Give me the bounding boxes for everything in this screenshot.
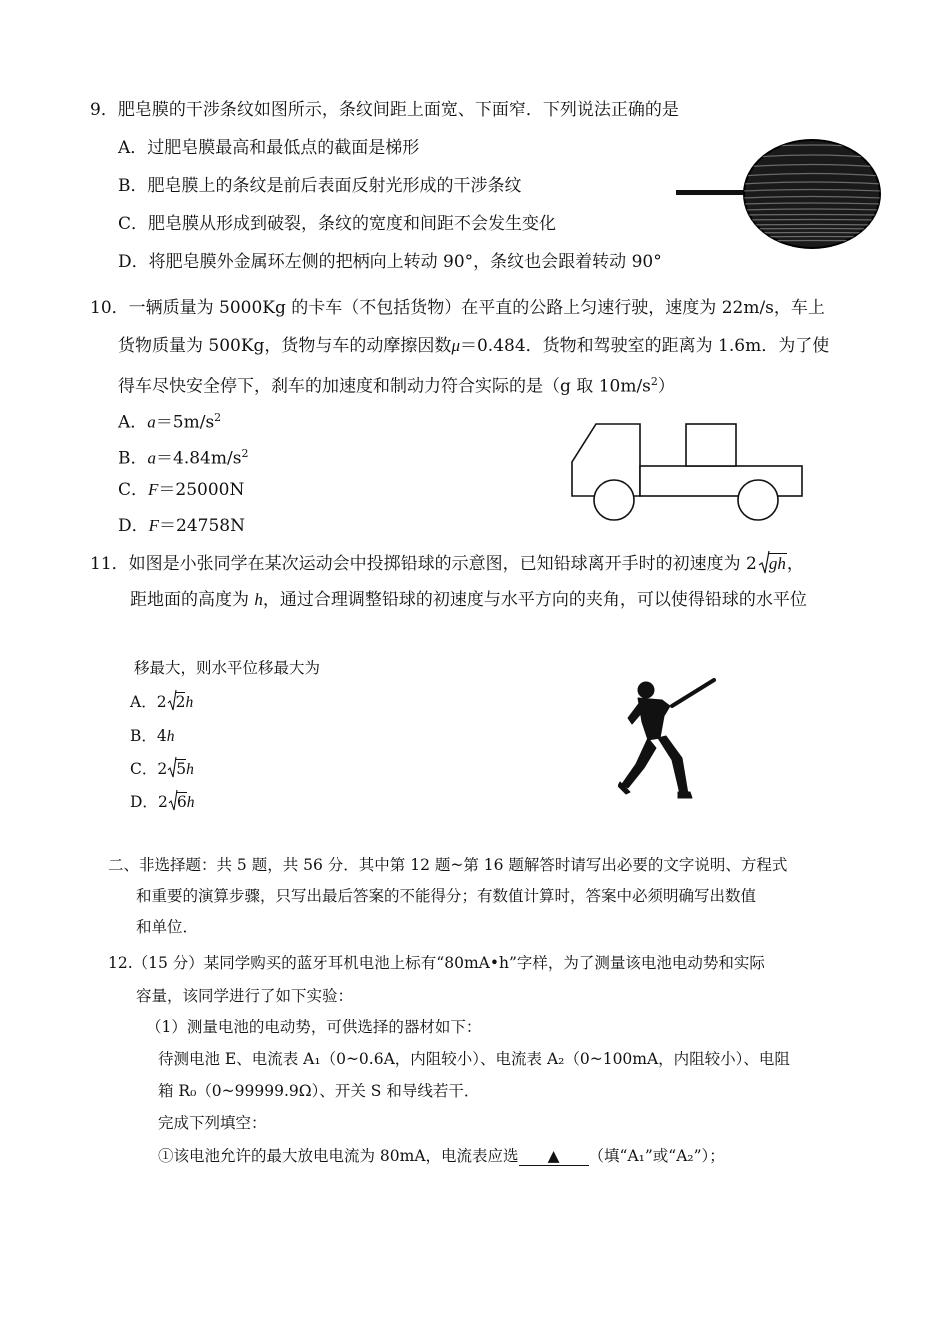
q11-option-d: D．2 6h xyxy=(130,790,194,815)
q9-option-b: B．肥皂膜上的条纹是前后表面反射光形成的干涉条纹 xyxy=(118,176,522,196)
q12-line-2: 容量，该同学进行了如下实验： xyxy=(136,987,354,1005)
section2-line-2: 和重要的演算步骤，只写出最后答案的不能得分；有数值计算时，答案中必须明确写出数值 xyxy=(136,887,757,905)
q11-option-b: B．4h xyxy=(130,727,175,745)
q10-option-c: C．F＝25000N xyxy=(118,480,245,500)
answer-blank[interactable]: ▲ xyxy=(519,1147,589,1166)
q10-line-2: 货物质量为 500Kg，货物与车的动摩擦因数μ＝0.484．货物和驾驶室的距离为 1.6m．为了使 xyxy=(118,336,830,356)
q12-line-3: （1）测量电池的电动势，可供选择的器材如下： xyxy=(146,1018,482,1036)
q12-line-4: 待测电池 E、电流表 A₁（0~0.6A，内阻较小）、电流表 A₂（0~100mA，内阻较小）、电阻 xyxy=(158,1050,790,1068)
q11-line-3: 移最大，则水平位移最大为 xyxy=(134,659,321,677)
q10-line-1: 10．一辆质量为 5000Kg 的卡车（不包括货物）在平直的公路上匀速行驶，速度为 22m/s，车上 xyxy=(90,298,825,318)
q10-option-d: D．F＝24758N xyxy=(118,516,245,536)
truck-cargo xyxy=(686,424,736,466)
q11-line-2: 距地面的高度为 h，通过合理调整铅球的初速度与水平方向的夹角，可以使得铅球的水平位 xyxy=(130,590,807,610)
q12-line-5: 箱 R₀（0~99999.9Ω）、开关 S 和导线若干． xyxy=(158,1082,480,1100)
section2-line-3: 和单位． xyxy=(136,918,199,936)
q11-option-a: A．2 2h xyxy=(130,690,193,715)
truck-figure xyxy=(566,416,810,526)
truck-front-wheel xyxy=(594,480,634,520)
q9-option-d: D．将肥皂膜外金属环左侧的把柄向上转动 90°，条纹也会跟着转动 90° xyxy=(118,252,662,272)
q10-option-b: B．$a=4.84m/s^2$ xyxy=(118,447,249,469)
soap-film-figure xyxy=(672,138,882,250)
q9-stem: 9．肥皂膜的干涉条纹如图所示，条纹间距上面宽、下面窄．下列说法正确的是 xyxy=(90,100,679,120)
q12-line-1: 12.（15 分）某同学购买的蓝牙耳机电池上标有“80mA•h”字样，为了测量该电池电动势和实际 xyxy=(108,954,765,972)
q9-option-c: C．肥皂膜从形成到破裂，条纹的宽度和间距不会发生变化 xyxy=(118,214,557,234)
q12-line-7: ①该电池允许的最大放电电流为 80mA，电流表应选 ▲ （填“A₁”或“A₂”）； xyxy=(158,1147,725,1165)
section2-line-1: 二、非选择题：共 5 题，共 56 分．其中第 12 题~第 16 题解答时请写出必要的文字说明、方程式 xyxy=(108,856,788,874)
truck-bed xyxy=(640,466,802,496)
shot-putter-figure xyxy=(618,676,718,806)
q9-option-a: A．过肥皂膜最高和最低点的截面是梯形 xyxy=(118,138,420,158)
soap-film-handle xyxy=(676,190,744,195)
truck-rear-wheel xyxy=(738,480,778,520)
q12-line-6: 完成下列填空： xyxy=(158,1114,267,1132)
q11-line-1: 11．如图是小张同学在某次运动会中投掷铅球的示意图，已知铅球离开手时的初速度为 2 gh， xyxy=(90,552,804,576)
q10-line-3: 得车尽快安全停下，刹车的加速度和制动力符合实际的是（g 取 $10m/s^2$） xyxy=(118,375,675,397)
q11-option-c: C．2 5h xyxy=(130,757,194,782)
q10-option-a: A．$a=5m/s^2$ xyxy=(118,411,222,433)
